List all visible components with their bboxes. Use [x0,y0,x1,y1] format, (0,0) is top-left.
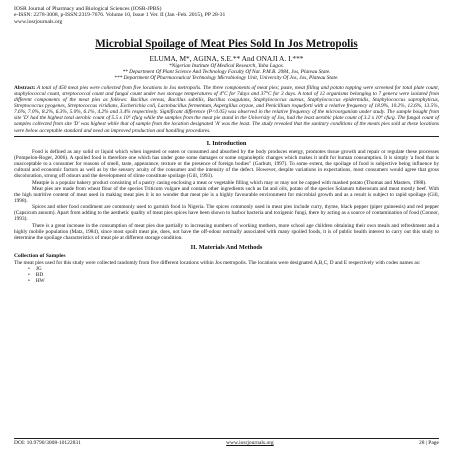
section-heading-methods: II. Materials And Methods [190,244,263,252]
abstract-label: Abstract: [14,84,36,91]
abstract-text: A total of 450 meat pies were collected from five locations in Jos metropolis. The three components of meat pies; paste, meat filling and potato topping were screened for total plate count, staphylococcal count, streptococcal count and fungal count under two storage temperatures of 4°C for 7days and 37°C for 3 days. A total of 12 organisms belonging to 7 genera were isolated from different components of the meat pies as follows: Bacillus cereus, Bacillus subtilis, Bacillus coagulans, Staphylococcus aureus, Staphylococcus epidermidis, Staphylococcus saprophyticus, Streptococcus pyogenes, Streptococcus viridians, Escherichia coli, Lactobacillus fermentum, Aspergillus oryzae, and Penicillium roqueforti with a relative frequency of 18.9%, 10.2%, 12.6%, 13.5%, 7.6%, 7.0%, 8.2%, 6.3%, 5.0%, 6.1%, 4.2% and 3.4% respectively. Significant difference (P<0.05) was observed in the relative frequency of the microorganism under study. The sample bought from site 'D' had the highest total aerobic count of 5.5 x 10⁵ cfu/g while the samples from the meat pie stand in the University of Jos, had the least aerobic plate count of 3.2 x 10⁴ cfu/g. The fungal count of samples collected from site 'D' was highest while that of sample from the location designated 'A' was the least. The study revealed that the sanitary conditions of the meats pies sold at these locations were below acceptable standard and need an improved production and handling procedures. [14,84,439,134]
methods-paragraph: The meat pies used for this study were collected randomly from five different locations within Jos metropolis. The locations were designated A,B,C, D and E respectively with codes names as: [14,259,421,266]
location-code-item: • BD [28,272,439,278]
intro-paragraph: Meatpie is a popular bakery product consisting of a pastry casing enclosing a meat or vegetable filling which may or may not be capped with mashed potato (Thomas and Masters, 1988). [32,179,427,186]
location-code-item: • HW [28,278,439,284]
page-footer [14,438,439,447]
affiliation-2: ** Department Of Plant Science And Technology Faculty Of Nat. P.M.B. 2084, Jos, Plateau State. [122,69,331,76]
journal-header [14,6,439,25]
intro-paragraph: Food is defined as any solid or liquid which when ingested or eaten or consumed and absorbed by the body produces energy, promotes tissue growth and repair or regulate these processes (Pompelon-Roger, 2006). A spoiled food is therefore one which has under gone some damages or some organoleptic changes which makes it unfit for human consumption. It is simply 'a food that is unacceptable to a consumer for reasons of smell, taste, appearance, texture or the presence of foreign bodies" (Garbutt, 1997). To some extent, the spoilage of food is subjective being influence by cultural and economic factors as well as by the sensory acuity of the consumer and the intensity of the defect. However, despite variations in expectations, most consumers would agree that gross discoloration, strong off odours and the development of slime constitute spoilage (Gill, 1993). [14,148,439,180]
intro-paragraph: There is a great increase in the consumption of meat pies due partially to increasing numbers of working mothers, more school age children obtaining their own meals and refreshment and a highly mobile population (Matz, 1984), since most spoilt meat pie, does, not have the off-odour normally associated with many spoiled foods, it is of public health interest to carry out this study to determine the spoilage characteristics of meat pie at different storage condition. [14,222,439,241]
intro-paragraph: Spices and other food condiment are commonly used to garnish food in Nigeria. The spices commonly used in meat pies include curry, thyme, black pepper (piper guineesis) and red pepper (Capsicum annum). Apart from adding to the aesthetic quality of meat pies spices have been shown to harbor bacteria and toxigenic fungi, there by acting as a source of contamination of food (Connor, 1993). [14,204,439,223]
paper-page [14,6,439,447]
journal-issn: e-ISSN: 2278-3008, p-ISSN:2319-7676. Volume 10, Issue 1 Ver. II (Jan -Feb. 2015), PP 28-31 [14,12,226,19]
section-heading-introduction: I. Introduction [206,139,247,147]
paper-authors: ELUMA, M*, AGINA, S.E.** And ONAJI A. I.*** [149,54,304,64]
subheading-collection: Collection of Samples [14,253,66,260]
intro-paragraph: Meat pies are made from wheat flour of the species Triticum vulgare and contain other ingredients such as fat and oils, potato of the species Solanum tuberosum and meat mostly beef. With the high nutritive content of meat used in making meat pies it is no wonder that meat pie is a highly favourable environment for microbial growth and as a result is subject to rapid spoilage (Gill, 1998). [14,185,439,204]
paper-title: Microbial Spoilage of Meat Pies Sold In Jos Metropolis [95,38,358,51]
location-code-list [14,266,439,284]
journal-url[interactable]: www.iosrjournals.org [14,18,63,25]
author-affiliations [14,63,439,81]
footer-page-number: 28 | Page [418,440,439,446]
affiliation-3: *** Department Of Pharmaceutical Technology Microbiology Unit, University Of Jos, Jos, Plateau State. [114,75,339,82]
abstract [14,85,439,137]
location-code-item: • JG [28,266,439,272]
footer-url[interactable]: www.iosrjournals.org [226,440,274,446]
affiliation-1: *Nigerian Institute Of Medical Research, Yaba Lagos. [169,63,284,70]
footer-doi: DOI: 10.9790/3008-10122831 [14,440,81,446]
journal-name: IOSR Journal of Pharmacy and Biological Sciences (IOSR-JPBS) [14,6,162,12]
